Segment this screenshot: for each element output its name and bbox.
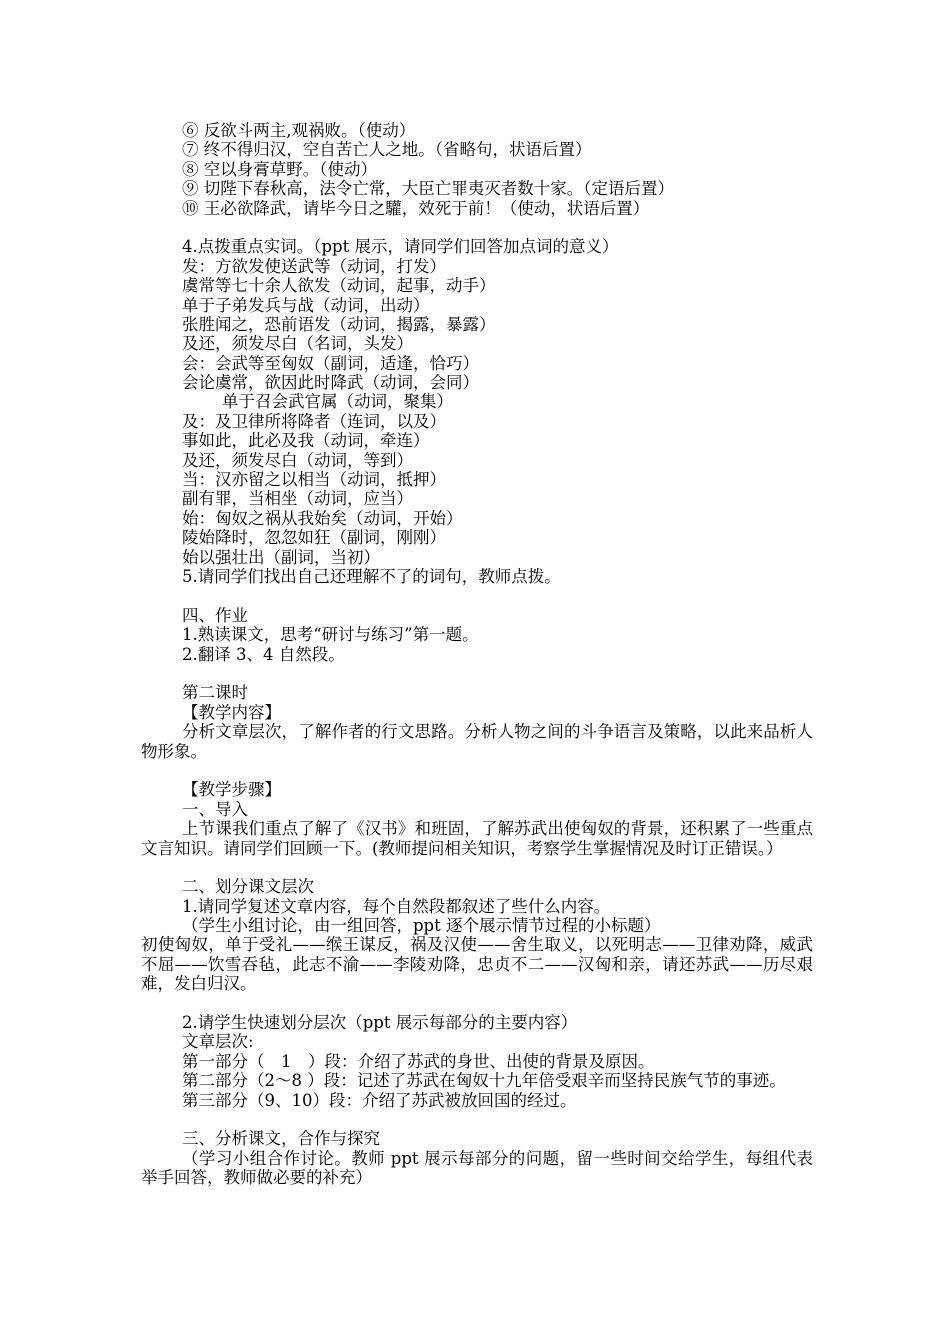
spacer [141, 761, 813, 780]
text-line: ⑦ 终不得归汉，空自苦亡人之地。（省略句，状语后置） [182, 140, 592, 160]
spacer [141, 994, 813, 1013]
paragraph: （学习小组合作讨论。教师 ppt 展示每部分的问题，留一些时间交给学生，每组代表举手回答，教师做必要的补充） [141, 1148, 813, 1188]
paragraph: 第二部分（2～8 ）段：记述了苏武在匈奴十九年倍受艰辛而坚持民族气节的事迹。 [182, 1071, 786, 1091]
text-line: 第一部分（ 1 ）段：介绍了苏武的身世、出使的背景及原因。 [182, 1051, 655, 1071]
text-line: 及还，须发尽白（名词，头发） [182, 334, 413, 354]
document-body [141, 121, 813, 1188]
text-line: 发：方欲发使送武等（动词，打发） [182, 256, 446, 276]
text-line: 陵始降时，忽忽如狂（副词，刚刚） [182, 528, 446, 548]
text-line: 事如此，此必及我（动词，牵连） [182, 431, 430, 451]
text-line: 2.请学生快速划分层次（ppt 展示每部分的主要内容） [182, 1013, 578, 1033]
section-heading: 一、导入 [182, 799, 248, 819]
section-heading: 【教学内容】 [182, 702, 281, 722]
spacer [141, 664, 813, 683]
section-heading: 三、分析课文，合作与探究 [182, 1129, 380, 1149]
text-line: 2.翻译 3、4 自然段。 [182, 644, 345, 664]
spacer [141, 858, 813, 877]
text-line: （学生小组讨论，由一组回答，ppt 逐个展示情节过程的小标题） [182, 916, 661, 936]
section-heading: 四、作业 [182, 605, 248, 625]
text-line: ⑨ 切陛下春秋高，法令亡常，大臣亡罪夷灭者数十家。（定语后置） [182, 179, 674, 199]
text-line: 文章层次: [182, 1032, 254, 1052]
text-line: 单于召会武官属（动词，聚集） [222, 392, 453, 412]
text-line: ⑥ 反欲斗两主,观祸败。（使动） [182, 121, 416, 140]
section-heading: 【教学步骤】 [182, 780, 281, 800]
paragraph: 上节课我们重点了解了《汉书》和班固，了解苏武出使匈奴的背景，还积累了一些重点文言知识。请同学们回顾一下。(教师提问相关知识，考察学生掌握情况及时订正错误。） [141, 819, 813, 858]
text-line: 会：会武等至匈奴（副词，适逢，恰巧） [182, 353, 479, 373]
spacer [141, 1110, 813, 1129]
text-line: 5.请同学们找出自己还理解不了的词句，教师点拨。 [182, 566, 561, 586]
spacer [141, 218, 813, 237]
section-heading: 二、划分课文层次 [182, 877, 314, 897]
text-line: 始：匈奴之祸从我始矣（动词，开始） [182, 508, 463, 528]
text-line: 副有罪，当相坐（动词，应当） [182, 489, 413, 509]
spacer [141, 586, 813, 605]
text-line: ⑧ 空以身膏草野。（使动） [182, 159, 377, 179]
text-line: ⑩ 王必欲降武，请毕今日之驩，效死于前！（使动，状语后置） [182, 198, 650, 218]
text-line: 及还，须发尽白（动词，等到） [182, 450, 413, 470]
lesson-title: 第二课时 [182, 683, 248, 703]
text-line: 1.熟读课文，思考“研讨与练习”第一题。 [182, 625, 479, 645]
text-line: 始以强壮出（副词，当初） [182, 547, 380, 567]
text-line: 及：及卫律所将降者（连词，以及） [182, 411, 446, 431]
text-line: 4.点拨重点实词。（ppt 展示，请同学们回答加点词的意义） [182, 237, 619, 257]
text-line: 单于子弟发兵与战（动词，出动） [182, 295, 430, 315]
text-line: 虞常等七十余人欲发（动词，起事，动手） [182, 276, 496, 296]
text-line: 张胜闻之，恐前语发（动词，揭露，暴露） [182, 314, 496, 334]
text-line: 当：汉亦留之以相当（动词，抵押） [182, 470, 446, 490]
text-line: 1.请同学复述文章内容，每个自然段都叙述了些什么内容。 [182, 896, 611, 916]
paragraph: 分析文章层次，了解作者的行文思路。分析人物之间的斗争语言及策略，以此来品析人物形象。 [141, 722, 813, 761]
paragraph: 初使匈奴，单于受礼——缑王谋反，祸及汉使——舍生取义，以死明志——卫律劝降，威武不屈——饮雪吞毡，此志不渝——李陵劝降，忠贞不二——汉匈和亲，请还苏武——历尽艰难，发白归汉。 [141, 935, 813, 994]
text-line: 第三部分（9、10）段：介绍了苏武被放回国的经过。 [182, 1090, 577, 1110]
text-line: 会论虞常，欲因此时降武（动词，会同） [182, 373, 479, 393]
